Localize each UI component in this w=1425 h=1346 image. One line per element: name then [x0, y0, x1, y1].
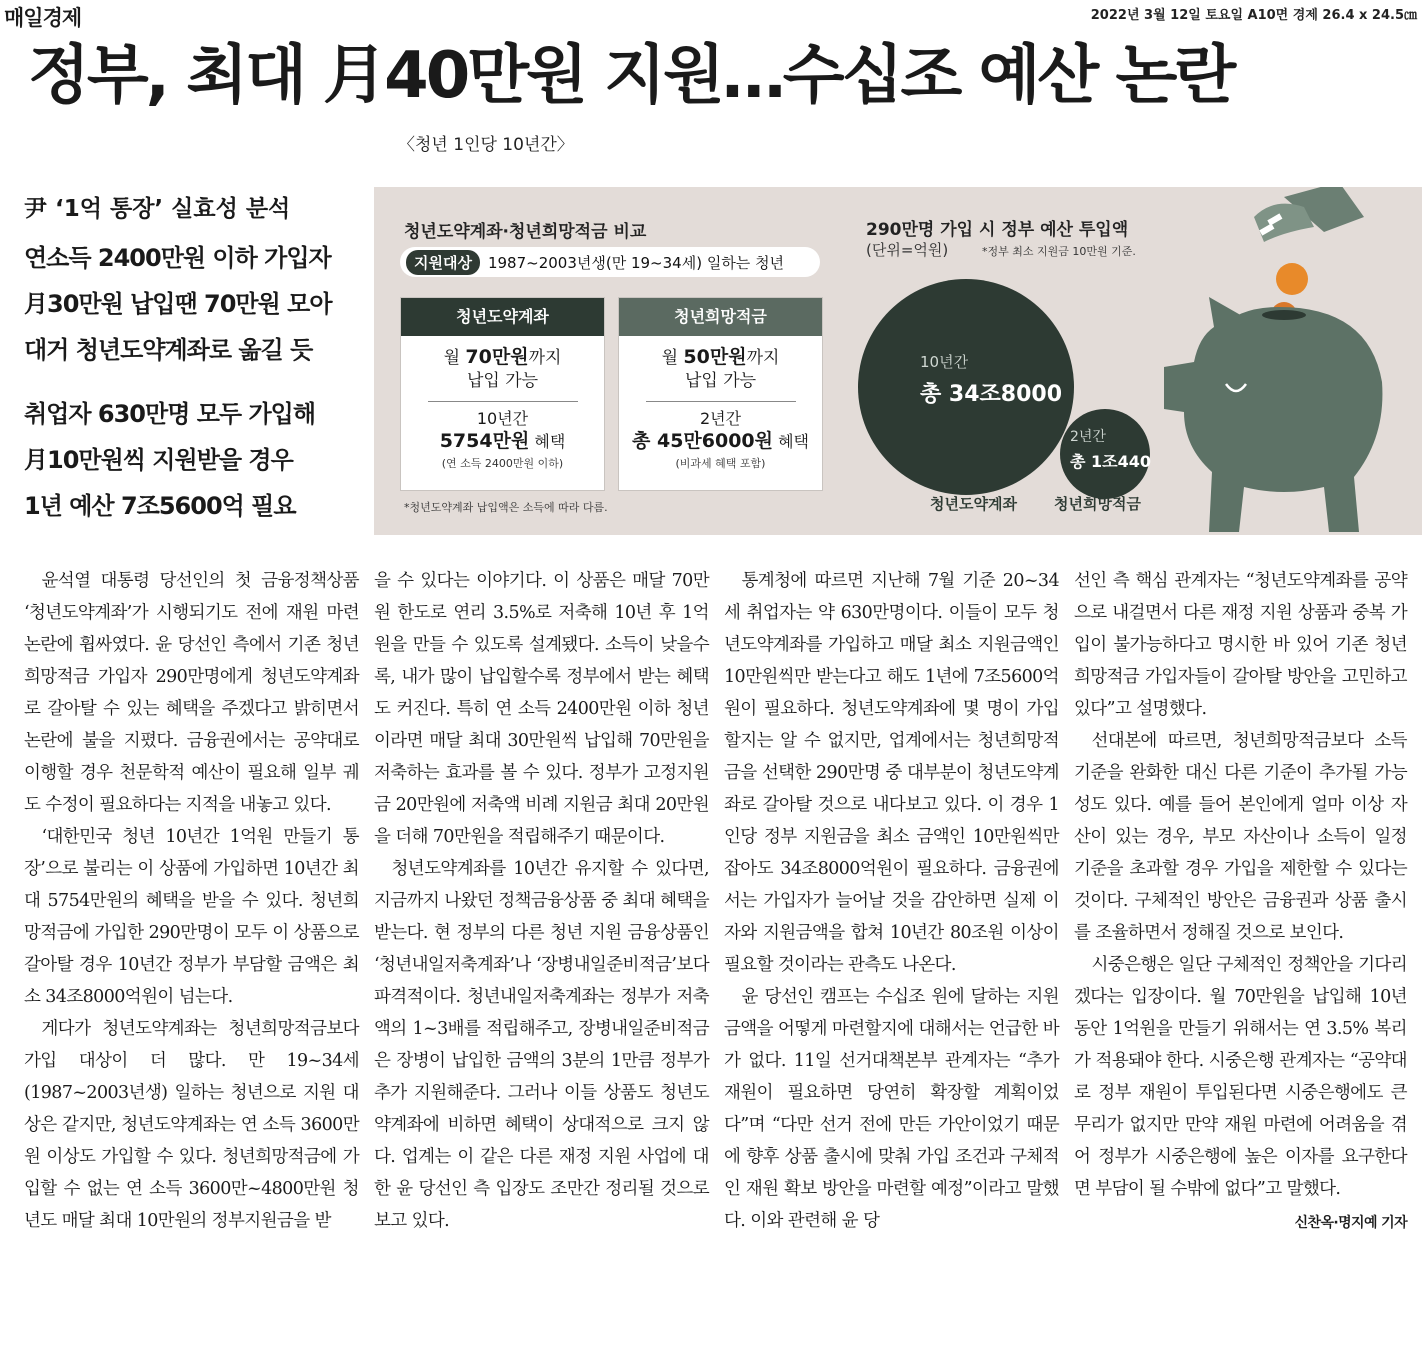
paragraph: 을 수 있다는 이야기다. 이 상품은 매달 70만원 한도로 연리 3.5%로 저축해 10년 후 1억원을 만들 수 있도록 설계됐다. 소득이 낮을수록, 내가 많이 납입할수록 정부에서 받는 혜택도 커진다. 특히 연 소득 2400만원 이하 청년이라면 매달 최대 30만원씩 납입해 70만원을 저축하는 효과를 볼 수 있다. 정부가 고정지원금 20만원에 저축액 비례 지원금 최대 20만원을 더해 70만원을 적립해주기 때문이다. [374, 571, 709, 847]
paragraph: 게다가 청년도약계좌는 청년희망적금보다 가입 대상이 더 많다. 만 19~34세(1987~2003년생) 일하는 청년으로 지원 대상은 같지만, 청년도약계좌는 연 소득 3600만원 이상도 가입할 수 있다. 청년희망적금에 가입할 수 없는 연 소득 3600만~4800만원 청년도 매달 최대 10만원의 정부지원금을 받 [24, 1019, 359, 1231]
subhead: 〈청년 1인당 10년간〉 [398, 135, 574, 155]
side-line: 月30만원 납입땐 70만원 모아 [24, 290, 332, 318]
paragraph: 선인 측 핵심 관계자는 “청년도약계좌를 공약으로 내걸면서 다른 재정 지원 상품과 중복 가입이 불가능하다고 명시한 바 있어 기존 청년희망적금 가입자들이 갈아탈 방안을 고민하고 있다”고 설명했다. [1074, 571, 1407, 719]
dateline: 2022년 3월 12일 토요일 A10면 경제 26.4 x 24.5㎝ [1090, 8, 1417, 23]
side-line: 대거 청년도약계좌로 옮길 듯 [24, 336, 313, 364]
paragraph [1074, 949, 1407, 1231]
card-benefit: 2년간 총 45만6000원 혜택 [632, 409, 809, 452]
card-note: (연 소득 2400만원 이하) [441, 457, 564, 470]
target-tag: 지원대상 [406, 250, 480, 275]
infographic-title: 청년도약계좌·청년희망적금 비교 [404, 222, 647, 242]
bubble-value: 총 1조440 [1070, 452, 1152, 471]
paragraph: ‘대한민국 청년 10년간 1억원 만들기 통장’으로 불리는 이 상품에 가입하면 10년간 최대 5754만원의 혜택을 받을 수 있다. 청년희망적금에 가입한 290만명이 모두 이 상품으로 갈아탈 경우 10년간 정부가 부담할 금액은 최소 34조8000억원이 넘는다. [24, 827, 359, 1007]
masthead: 매일경제 [4, 6, 82, 30]
infographic [374, 187, 1422, 535]
article-column-1 [24, 565, 359, 1237]
bubble-label-youth-hope: 청년희망적금 [1054, 495, 1141, 513]
side-line: 취업자 630만명 모두 가입해 [24, 400, 316, 428]
bubble-period: 2년간 [1070, 429, 1106, 445]
side-line: 月10만원씩 지원받을 경우 [24, 446, 293, 474]
card-divider [428, 401, 578, 402]
piggy-bank-illustration [1164, 187, 1422, 535]
paragraph-text: 시중은행은 일단 구체적인 정책안을 기다리겠다는 입장이다. 월 70만원을 납입해 10년 동안 1억원을 만들기 위해서는 연 3.5% 복리가 적용돼야 한다. 시중은행 관계자는 “공약대로 정부 재원이 투입된다면 시중은행에도 큰 무리가 없지만 만약 재원 마련에 어려움을 겪어 정부가 시중은행에 높은 이자를 요구한다면 부담이 될 수밖에 없다”고 말했다. [1074, 955, 1407, 1199]
side-kicker: 尹 ‘1억 통장’ 실효성 분석 [24, 196, 291, 222]
paragraph: 선대본에 따르면, 청년희망적금보다 소득 기준을 완화한 대신 다른 기준이 추가될 가능성도 있다. 예를 들어 본인에게 얼마 이상 자산이 있는 경우, 부모 자산이나 소득이 일정 기준을 초과할 경우 가입을 제한할 수 있다는 것이다. 구체적인 방안은 금융권과 상품 출시를 조율하면서 정해질 것으로 보인다. [1074, 731, 1407, 943]
paragraph: 윤 당선인 캠프는 수십조 원에 달하는 지원금액을 어떻게 마련할지에 대해서는 언급한 바가 없다. 11일 선거대책본부 관계자는 “추가 재원이 필요하면 당연히 확장할 계획이었다”며 “다만 선거 전에 만든 가안이었기 때문에 향후 상품 출시에 맞춰 가입 조건과 구체적인 재원 확보 방안을 마련할 예정”이라고 말했다. 이와 관련해 윤 당 [724, 987, 1059, 1231]
infographic-footnote: *청년도약계좌 납입액은 소득에 따라 다름. [404, 501, 608, 514]
article-column-2 [374, 565, 709, 1237]
target-bar [400, 247, 820, 277]
headline: 정부, 최대 月40만원 지원…수십조 예산 논란 [28, 39, 1234, 113]
paragraph: 윤석열 대통령 당선인의 첫 금융정책상품 ‘청년도약계좌’가 시행되기도 전에 재원 마련 논란에 휩싸였다. 윤 당선인 측에서 기존 청년희망적금 가입자 290만명에게 청년도약계좌로 갈아탈 수 있는 혜택을 주겠다고 밝히면서 논란에 불을 지폈다. 금융권에서는 공약대로 이행할 경우 천문학적 예산이 필요해 일부 궤도 수정이 필요하다는 지적을 내놓고 있다. [24, 571, 359, 815]
card-benefit: 10년간 5754만원 혜택 [439, 409, 566, 452]
paragraph: 통계청에 따르면 지난해 7월 기준 20~34세 취업자는 약 630만명이다. 이들이 모두 청년도약계좌를 가입하고 매달 최소 지원금액인 10만원씩만 받는다고 해도 1년에 7조5600억원이 필요하다. 청년도약계좌에 몇 명이 가입할지는 알 수 없지만, 업계에서는 청년희망적금을 선택한 290만명 중 대부분이 청년도약계좌로 갈아탈 것으로 내다보고 있다. 이 경우 1인당 정부 지원금을 최소 금액인 10만원씩만 잡아도 34조8000억원이 필요하다. 금융권에서는 가입자가 늘어날 것을 감안하면 실제 이자와 지원금액을 합쳐 10년간 80조원 이상이 필요할 것이라는 관측도 나온다. [724, 571, 1059, 975]
byline: 신찬옥·명지예 기자 [1294, 1215, 1407, 1231]
side-summary [24, 190, 359, 529]
card-youth-hope-savings [618, 297, 823, 491]
card-note: (비과세 혜택 포함) [675, 457, 766, 470]
card-deposit: 월 50만원까지 납입 가능 [661, 346, 780, 391]
article-column-4 [1074, 565, 1407, 1239]
budget-note: *정부 최소 지원금 10만원 기준. [982, 245, 1136, 258]
card-youth-leap-account [400, 297, 605, 491]
budget-title: 290만명 가입 시 정부 예산 투입액 [866, 220, 1129, 240]
bubble-value: 총 34조8000 [920, 382, 1063, 407]
side-line: 1년 예산 7조5600억 필요 [24, 492, 296, 520]
card-header: 청년희망적금 [619, 298, 822, 336]
card-divider [646, 401, 796, 402]
target-value: 1987~2003년생(만 19~34세) 일하는 청년 [487, 253, 785, 272]
paragraph: 청년도약계좌를 10년간 유지할 수 있다면, 지금까지 나왔던 정책금융상품 중 최대 혜택을 받는다. 현 정부의 다른 청년 지원 금융상품인 ‘청년내일저축계좌’나 ‘장병내일준비적금’보다 파격적이다. 청년내일저축계좌는 정부가 저축액의 1~3배를 적립해주고, 장병내일준비적금은 장병이 납입한 금액의 3분의 1만큼 정부가 추가 지원해준다. 그러나 이들 상품도 청년도약계좌에 비하면 혜택이 상대적으로 크지 않다. 업계는 이 같은 다른 재정 지원 사업에 대한 윤 당선인 측 입장도 조만간 정리될 것으로 보고 있다. [374, 859, 709, 1231]
budget-unit: (단위=억원) [866, 241, 949, 259]
card-deposit: 월 70만원까지 납입 가능 [443, 346, 562, 391]
card-header: 청년도약계좌 [401, 298, 604, 336]
side-line: 연소득 2400만원 이하 가입자 [24, 244, 331, 272]
bubble-period: 10년간 [920, 353, 969, 371]
bubble-label-youth-leap: 청년도약계좌 [930, 495, 1017, 513]
article-column-3 [724, 565, 1059, 1237]
